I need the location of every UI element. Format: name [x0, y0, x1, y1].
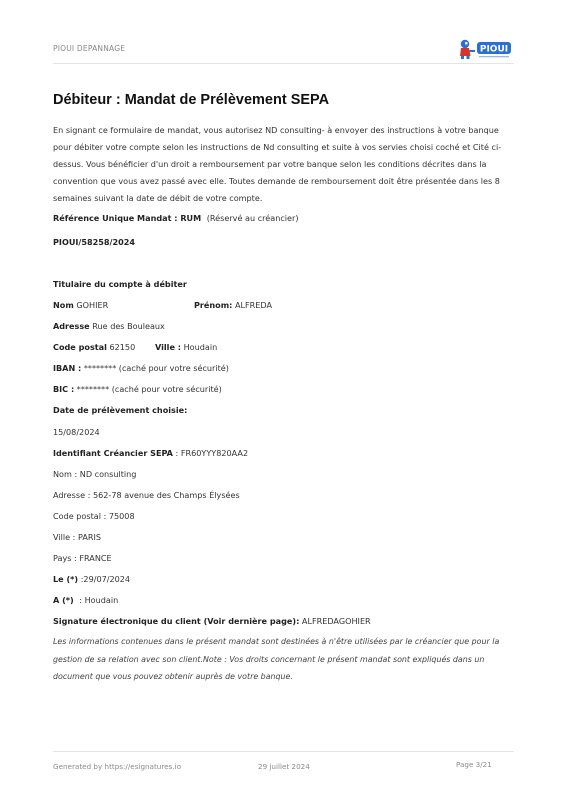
bic-label: BIC : — [53, 384, 75, 394]
prelevement-date-value: 15/08/2024 — [53, 427, 100, 437]
company-logo — [458, 37, 514, 61]
header-company-name: PIOUI DEPANNAGE — [53, 44, 126, 53]
electronic-signature-row — [53, 616, 371, 626]
creancier-ville: Ville : PARIS — [53, 532, 102, 542]
bic-value: ******** (caché pour votre sécurité) — [76, 384, 222, 394]
creancier-ics-value: : FR60YYY820AA2 — [175, 448, 249, 458]
iban-label: IBAN : — [53, 363, 82, 373]
page-title: Débiteur : Mandat de Prélèvement SEPA — [53, 92, 330, 108]
date-signature-label: Le (*) — [53, 574, 79, 584]
code-postal-value: 62150 — [109, 342, 136, 352]
lieu-signature-value: : Houdain — [79, 595, 119, 605]
bic-row — [53, 384, 222, 394]
titulaire-heading: Titulaire du compte à débiter — [53, 279, 187, 289]
creancier-ics-label: Identifiant Créancier SEPA — [53, 448, 173, 458]
mandate-intro-paragraph: En signant ce formulaire de mandat, vous autorisez ND consulting- à envoyer des instructions à votre banque pour débiter votre compte selon les instructions de Nd consulting et suite à vos servies choisi coché et Cité ci-dessus. Vous bénéficier d'un droit a remboursement par votre banque selon les conditions décrites dans la convention que vous avez passé avec elle. Toutes demande de remboursement doit être présentée dans les 8 semaines suivant la date de débit de votre compte. — [53, 125, 502, 203]
footer-page-number: Page 3/21 — [456, 760, 492, 769]
footer-generated-by: Generated by https://esignatures.io — [53, 762, 181, 771]
rum-note: (Réservé au créancier) — [206, 213, 299, 223]
footer-date: 29 juillet 2024 — [258, 762, 310, 771]
lieu-signature-label: A (*) — [53, 595, 74, 605]
nom-row — [53, 300, 108, 310]
electronic-signature-label: Signature électronique du client (Voir dernière page): — [53, 616, 300, 626]
electronic-signature-value: ALFREDAGOHIER — [301, 616, 371, 626]
prenom-value: ALFREDA — [234, 300, 273, 310]
ville-row — [155, 342, 217, 352]
header-divider — [53, 63, 514, 64]
prenom-row — [194, 300, 272, 310]
nom-label: Nom — [53, 300, 74, 310]
rum-label: Référence Unique Mandat : RUM — [53, 213, 202, 223]
lieu-signature-row — [53, 595, 118, 605]
iban-value: ******** (caché pour votre sécurité) — [83, 363, 229, 373]
prelevement-date-label: Date de prélèvement choisie: — [53, 405, 188, 415]
creancier-nom: Nom : ND consulting — [53, 469, 137, 479]
code-postal-label: Code postal — [53, 342, 107, 352]
creancier-code-postal: Code postal : 75008 — [53, 511, 135, 521]
adresse-row — [53, 321, 165, 331]
ville-label: Ville : — [155, 342, 181, 352]
creancier-pays: Pays : FRANCE — [53, 553, 112, 563]
prenom-label: Prénom: — [194, 300, 233, 310]
legal-notice: Les informations contenues dans le présent mandat sont destinées à n'être utilisées par le créancier que pour la gestion de sa relation avec son client.Note : Vos droits concernant le présent mandat sont expliqués dans un document que vous pouvez obtenir auprès de votre banque. — [53, 637, 500, 681]
nom-value: GOHIER — [76, 300, 109, 310]
adresse-label: Adresse — [53, 321, 90, 331]
code-postal-row — [53, 342, 135, 352]
creancier-ics-row — [53, 448, 248, 458]
rum-value: PIOUI/58258/2024 — [53, 237, 136, 247]
adresse-value: Rue des Bouleaux — [92, 321, 165, 331]
ville-value: Houdain — [183, 342, 218, 352]
date-signature-row — [53, 574, 130, 584]
footer-divider — [53, 751, 514, 752]
rum-line — [53, 213, 299, 223]
logo-wordmark: PIOUI — [479, 44, 509, 55]
date-signature-value: :29/07/2024 — [80, 574, 131, 584]
creancier-adresse: Adresse : 562-78 avenue des Champs Élysées — [53, 490, 240, 500]
iban-row — [53, 363, 229, 373]
